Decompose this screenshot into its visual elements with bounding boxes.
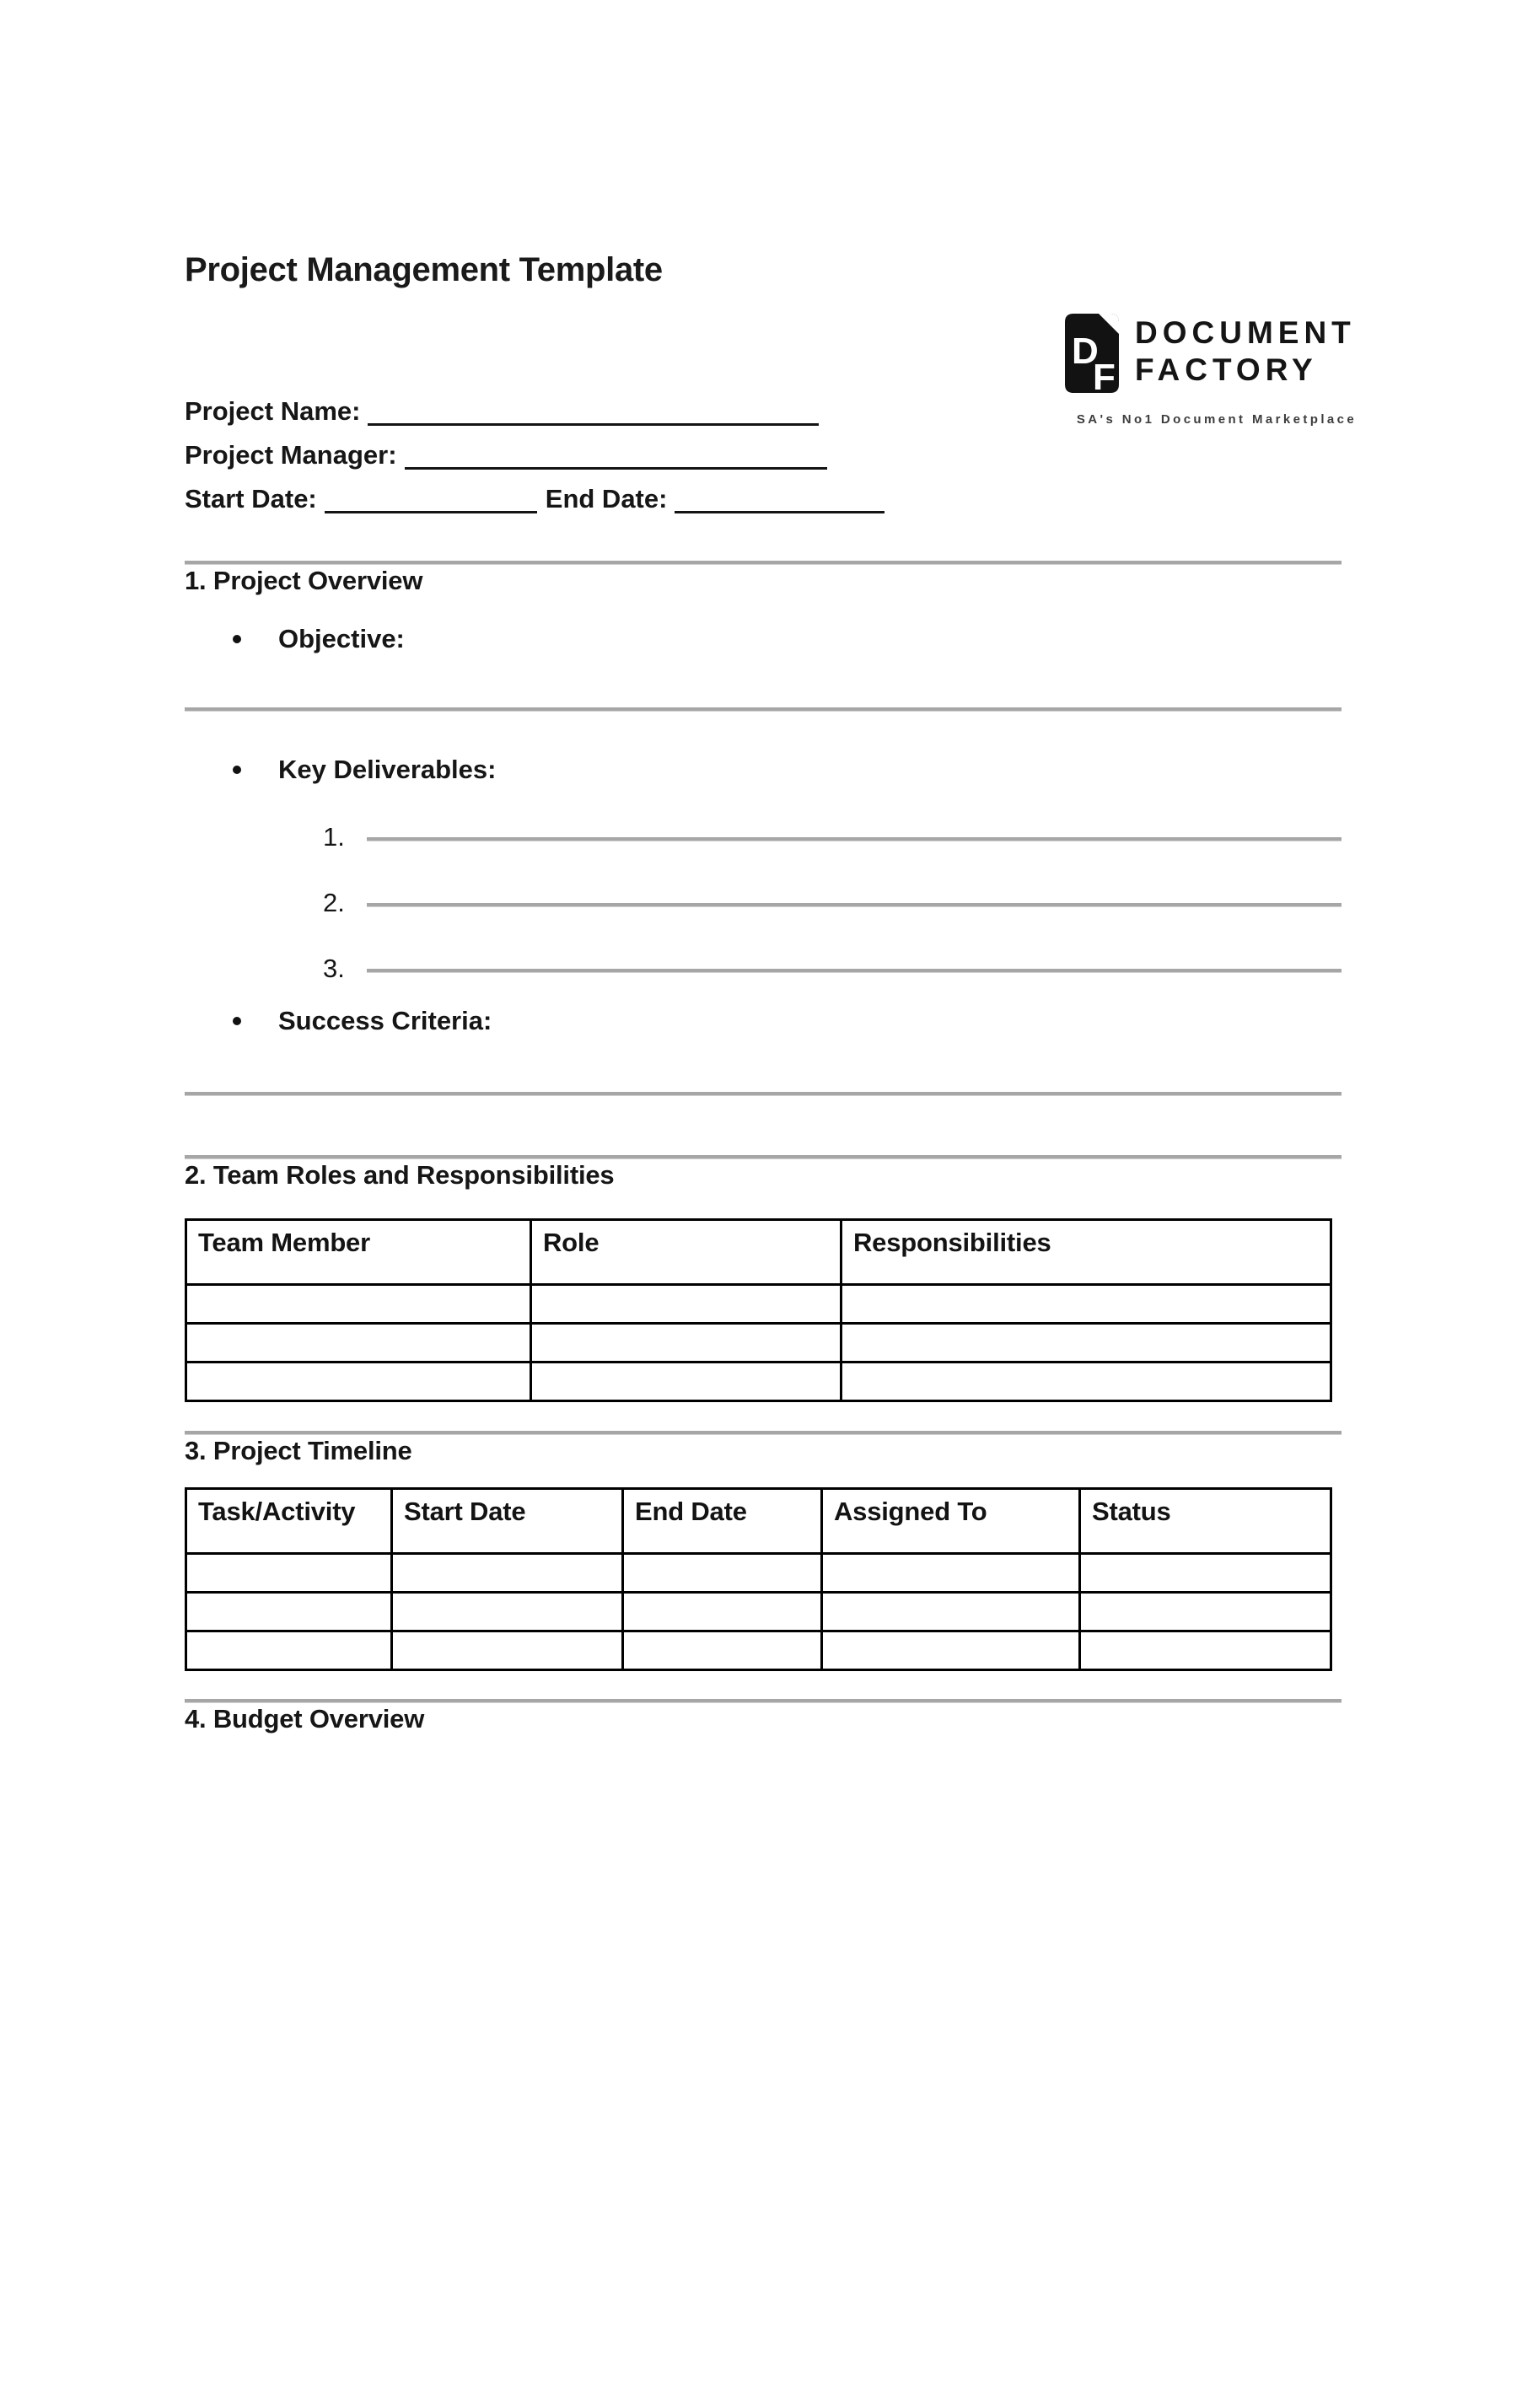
document-factory-icon bbox=[1064, 313, 1120, 394]
document-page bbox=[0, 250, 1527, 2408]
deliverable-blank-line bbox=[367, 969, 1342, 973]
table-row bbox=[186, 1593, 1331, 1631]
empty-cell bbox=[623, 1631, 822, 1670]
item-number: 1. bbox=[323, 822, 345, 852]
end-date-blank bbox=[675, 486, 884, 513]
list-item bbox=[185, 821, 1342, 853]
start-date-label: Start Date: bbox=[185, 484, 317, 513]
empty-cell bbox=[822, 1554, 1080, 1593]
empty-cell bbox=[392, 1593, 623, 1631]
objective-bullet bbox=[185, 623, 1342, 655]
project-name-label: Project Name: bbox=[185, 396, 361, 426]
empty-cell bbox=[186, 1324, 531, 1363]
empty-cell bbox=[623, 1593, 822, 1631]
column-header-assigned-to: Assigned To bbox=[822, 1489, 1080, 1554]
empty-cell bbox=[841, 1285, 1331, 1324]
empty-cell bbox=[623, 1554, 822, 1593]
table-header-row bbox=[186, 1220, 1331, 1285]
column-header-status: Status bbox=[1080, 1489, 1331, 1554]
logo-name-line2: FACTORY bbox=[1135, 352, 1318, 387]
table-row bbox=[186, 1631, 1331, 1670]
start-date-blank bbox=[325, 486, 537, 513]
empty-cell bbox=[392, 1631, 623, 1670]
item-number: 2. bbox=[323, 888, 345, 917]
section-heading-budget: 4. Budget Overview bbox=[185, 1704, 425, 1733]
team-roles-table bbox=[185, 1218, 1332, 1402]
column-header-team-member: Team Member bbox=[186, 1220, 531, 1285]
logo-tagline: SA's No1 Document Marketplace bbox=[1076, 412, 1358, 427]
list-item bbox=[185, 953, 1342, 985]
bullet-dot bbox=[233, 1017, 241, 1025]
logo-letter-d: D bbox=[1072, 331, 1099, 372]
empty-cell bbox=[531, 1363, 841, 1401]
section-heading-timeline: 3. Project Timeline bbox=[185, 1436, 412, 1465]
deliverables-list bbox=[185, 821, 1342, 985]
empty-cell bbox=[531, 1285, 841, 1324]
logo bbox=[1064, 313, 1369, 427]
key-deliverables-bullet bbox=[185, 754, 1342, 786]
empty-cell bbox=[841, 1363, 1331, 1401]
success-criteria-label: Success Criteria: bbox=[278, 1006, 492, 1035]
project-timeline-table bbox=[185, 1487, 1332, 1671]
table-row bbox=[186, 1324, 1331, 1363]
dates-row bbox=[185, 477, 1342, 521]
logo-letter-f: F bbox=[1093, 357, 1116, 394]
list-item bbox=[185, 887, 1342, 919]
empty-cell bbox=[841, 1324, 1331, 1363]
table-row bbox=[186, 1285, 1331, 1324]
bullet-dot bbox=[233, 635, 241, 643]
logo-name-line1: DOCUMENT bbox=[1135, 315, 1356, 350]
column-header-responsibilities: Responsibilities bbox=[841, 1220, 1331, 1285]
empty-cell bbox=[1080, 1554, 1331, 1593]
section-divider bbox=[185, 1092, 1342, 1096]
bullet-dot bbox=[233, 766, 241, 774]
project-manager-row bbox=[185, 433, 1342, 477]
page-title: Project Management Template bbox=[185, 251, 663, 288]
logo-wordmark bbox=[1135, 314, 1356, 389]
table-row bbox=[186, 1363, 1331, 1401]
project-manager-label: Project Manager: bbox=[185, 440, 397, 470]
project-name-blank bbox=[368, 398, 819, 426]
column-header-end-date: End Date bbox=[623, 1489, 822, 1554]
table-header-row bbox=[186, 1489, 1331, 1554]
empty-cell bbox=[186, 1593, 392, 1631]
objective-label: Objective: bbox=[278, 624, 405, 653]
project-manager-blank bbox=[405, 442, 827, 470]
section-heading-overview: 1. Project Overview bbox=[185, 566, 423, 595]
end-date-label: End Date: bbox=[545, 484, 668, 513]
empty-cell bbox=[186, 1631, 392, 1670]
key-deliverables-label: Key Deliverables: bbox=[278, 755, 497, 784]
deliverable-blank-line bbox=[367, 903, 1342, 907]
column-header-task-activity: Task/Activity bbox=[186, 1489, 392, 1554]
empty-cell bbox=[186, 1363, 531, 1401]
column-header-role: Role bbox=[531, 1220, 841, 1285]
empty-cell bbox=[822, 1593, 1080, 1631]
logo-row bbox=[1064, 313, 1369, 394]
empty-cell bbox=[1080, 1593, 1331, 1631]
empty-cell bbox=[186, 1285, 531, 1324]
deliverable-blank-line bbox=[367, 837, 1342, 841]
empty-cell bbox=[1080, 1631, 1331, 1670]
section-divider bbox=[185, 707, 1342, 712]
success-criteria-bullet bbox=[185, 1005, 1342, 1037]
section-heading-team: 2. Team Roles and Responsibilities bbox=[185, 1160, 615, 1190]
empty-cell bbox=[531, 1324, 841, 1363]
table-row bbox=[186, 1554, 1331, 1593]
item-number: 3. bbox=[323, 954, 345, 983]
column-header-start-date: Start Date bbox=[392, 1489, 623, 1554]
empty-cell bbox=[186, 1554, 392, 1593]
empty-cell bbox=[822, 1631, 1080, 1670]
page-content bbox=[185, 250, 1342, 1735]
empty-cell bbox=[392, 1554, 623, 1593]
